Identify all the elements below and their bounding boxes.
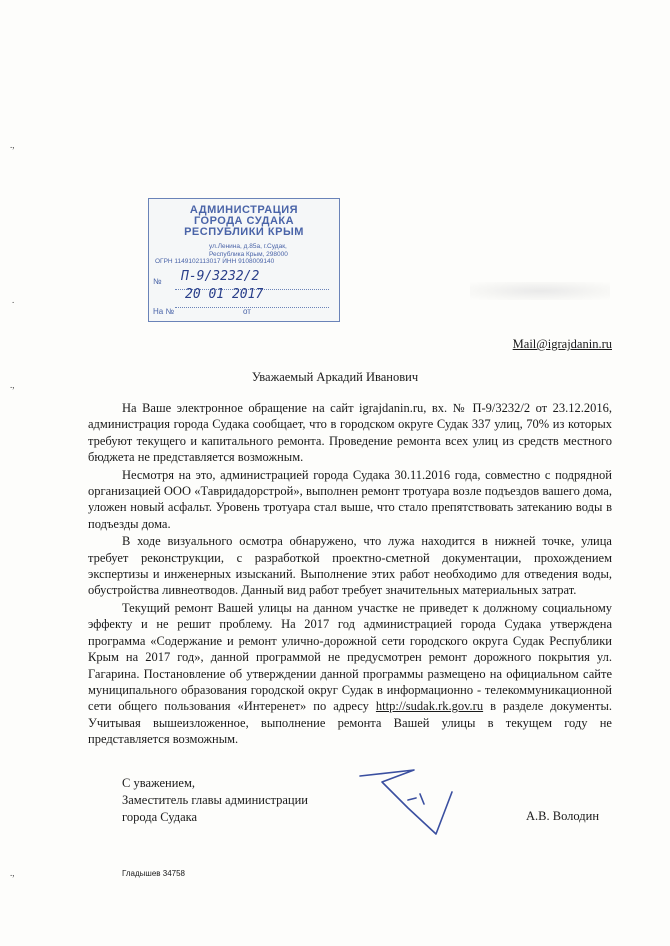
scan-speck: ., — [10, 380, 15, 390]
scan-speck: ., — [10, 140, 15, 150]
paragraph: На Ваше электронное обращение на сайт igrajdanin.ru, вх. № П-9/3232/2 от 23.12.2016, администрация города Судака сообщает, что в городском округе Судак 337 улиц, 70% из которых требуют текущего и капитального ремонта. Проведение ремонта всех улиц из средств местного бюджета не представляется возможным. — [88, 401, 612, 465]
paragraph: Текущий ремонт Вашей улицы на данном участке не приведет к должному социальному эффекту и не решит проблему. На 2017 год администрацией города Судака утверждена программа «Содержание и ремонт улично-дорожной сети городского округа Судак Республики Крым на 2017 год», данной программой не предусмотрен ремонт дорожного покрытия ул. Гагарина. Постановление об утверждении данной программы размещено на официальном сайте муниципального образования городской округ Судак в информационно - телекоммуникационной сети общего пользования «Интеренет» по адресу http://sudak.rk.gov.ru в разделе документы. Учитывая вышеизложенное, выполнение ремонта Вашей улицы в текущем году не представляется возможным. — [88, 600, 612, 747]
stamp-address: ул.Ленина, д.85а, г.Судак, Республика Крым, 298000 ОГРН 1149102113017 ИНН 9108009140 — [155, 243, 288, 265]
executor-note: Гладышев 34758 — [122, 869, 186, 878]
paragraph: В ходе визуального осмотра обнаружено, что лужа находится в нижней точке, улица требует реконструкции, с разработкой проектно-сметной документации, прохождением экспертизы и инженерных изысканий. Выполнение этих работ необходимо для отведения воды, обустройства ливнеотводов. Данный вид работ требует значительных материальных затрат. — [88, 534, 612, 598]
handwritten-signature — [356, 764, 476, 844]
scan-speck: . — [12, 295, 15, 305]
stamp-organization: АДМИНИСТРАЦИЯ ГОРОДА СУДАКА РЕСПУБЛИКИ КРЫМ — [184, 204, 304, 238]
closing-block — [122, 775, 308, 826]
stamp-number-row: № — [153, 277, 333, 291]
registration-stamp — [148, 198, 340, 322]
scan-speck: ., — [10, 868, 15, 878]
paragraph: Несмотря на это, администрацией города Судака 30.11.2016 года, совместно с подрядной организацией ООО «Тавридадорстрой», выполнен ремонт тротуара возле подъездов вашего дома, уложен новый асфальт. Уровень тротуара стал выше, что стало препятствовать затеканию воды в подъезды дома. — [88, 467, 612, 531]
signer-name: А.В. Володин — [526, 809, 600, 823]
signer-organization: города Судака — [122, 810, 198, 824]
stamp-reference-row: На № от — [153, 307, 251, 316]
stamp-reg-number: П-9/3232/2 — [181, 269, 260, 284]
recipient-email: Mail@igrajdanin.ru — [512, 337, 612, 351]
greeting: Уважаемый Аркадий Иванович — [251, 370, 419, 384]
redacted-area — [470, 282, 610, 300]
signer-position: Заместитель главы администрации — [122, 793, 308, 807]
website-link[interactable]: http://sudak.rk.gov.ru — [375, 699, 484, 714]
letter-body — [88, 400, 612, 749]
closing-salutation: С уважением, — [122, 776, 195, 790]
stamp-reg-date: 20 01 2017 — [185, 287, 264, 302]
